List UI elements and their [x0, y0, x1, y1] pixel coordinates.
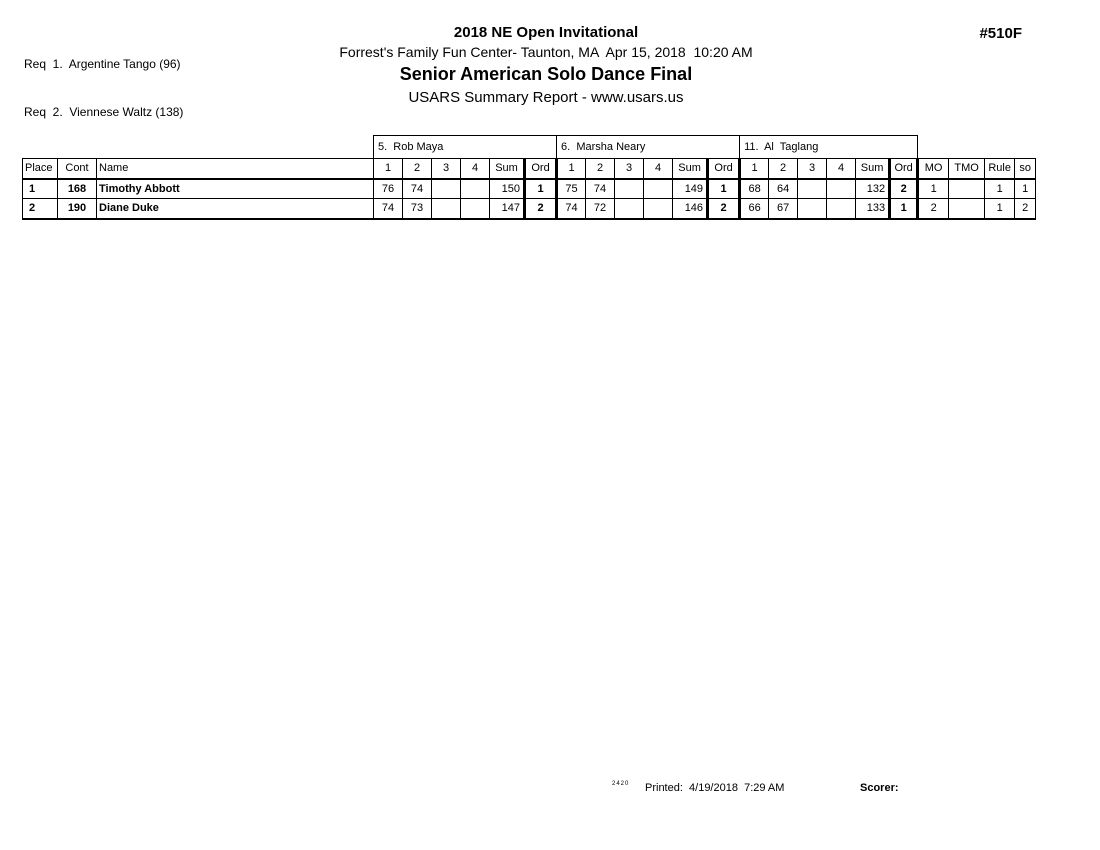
header-j1-ord: Ord — [525, 159, 557, 179]
score-cell: 68 — [740, 179, 769, 199]
score-cell — [827, 179, 856, 199]
score-cell — [798, 179, 827, 199]
cont-cell: 168 — [58, 179, 97, 199]
score-cell: 74 — [374, 199, 403, 219]
so-cell: 1 — [1015, 179, 1036, 199]
score-cell: 64 — [769, 179, 798, 199]
header-tmo: TMO — [949, 159, 985, 179]
header-so: so — [1015, 159, 1036, 179]
score-cell — [798, 199, 827, 219]
table-row — [23, 179, 1036, 199]
footer-code: 2420 — [612, 781, 630, 787]
score-cell: 75 — [557, 179, 586, 199]
ord-cell: 2 — [708, 199, 740, 219]
req-line-2: Req 2. Viennese Waltz (138) — [24, 105, 184, 119]
ord-cell: 2 — [525, 199, 557, 219]
judge-row-left-spacer — [23, 136, 374, 159]
rule-cell: 1 — [985, 179, 1015, 199]
header-j3-ord: Ord — [890, 159, 918, 179]
scorer-label: Scorer: — [860, 782, 899, 794]
header-j1-4: 4 — [461, 159, 490, 179]
score-cell: 74 — [557, 199, 586, 219]
header-j2-sum: Sum — [673, 159, 708, 179]
place-cell: 2 — [23, 199, 58, 219]
mo-cell: 1 — [918, 179, 949, 199]
score-cell: 73 — [403, 199, 432, 219]
venue-date-line: Forrest's Family Fun Center- Taunton, MA Apr 15, 2018 10:20 AM — [339, 44, 753, 60]
report-header — [0, 24, 1092, 109]
ord-cell: 2 — [890, 179, 918, 199]
so-cell: 2 — [1015, 199, 1036, 219]
header-mo: MO — [918, 159, 949, 179]
score-cell: 74 — [403, 179, 432, 199]
sum-cell: 132 — [856, 179, 890, 199]
table-row — [23, 199, 1036, 219]
header-j3-4: 4 — [827, 159, 856, 179]
tmo-cell — [949, 199, 985, 219]
sum-cell: 150 — [490, 179, 525, 199]
report-type-line: USARS Summary Report - www.usars.us — [408, 89, 684, 106]
event-title: Senior American Solo Dance Final — [399, 64, 693, 84]
score-cell — [644, 179, 673, 199]
score-cell: 67 — [769, 199, 798, 219]
score-cell — [461, 179, 490, 199]
score-cell — [461, 199, 490, 219]
judge-name-2: 6. Marsha Neary — [557, 136, 740, 159]
header-j3-2: 2 — [769, 159, 798, 179]
header-place: Place — [23, 159, 58, 179]
sum-cell: 146 — [673, 199, 708, 219]
score-cell — [615, 199, 644, 219]
rule-cell: 1 — [985, 199, 1015, 219]
judge-header-row — [23, 136, 1036, 159]
header-j3-1: 1 — [740, 159, 769, 179]
header-name: Name — [97, 159, 374, 179]
header-j2-ord: Ord — [708, 159, 740, 179]
sum-cell: 149 — [673, 179, 708, 199]
score-cell: 74 — [586, 179, 615, 199]
tmo-cell — [949, 179, 985, 199]
printed-timestamp: Printed: 4/19/2018 7:29 AM — [645, 782, 785, 794]
sum-cell: 147 — [490, 199, 525, 219]
name-cell: Diane Duke — [97, 199, 374, 219]
competition-title: 2018 NE Open Invitational — [453, 24, 639, 41]
header-cont: Cont — [58, 159, 97, 179]
header-j1-sum: Sum — [490, 159, 525, 179]
score-cell: 66 — [740, 199, 769, 219]
header-j1-3: 3 — [432, 159, 461, 179]
req-line-1: Req 1. Argentine Tango (96) — [24, 57, 181, 71]
score-cell — [644, 199, 673, 219]
score-cell — [432, 179, 461, 199]
header-j2-3: 3 — [615, 159, 644, 179]
ord-cell: 1 — [890, 199, 918, 219]
header-j1-2: 2 — [403, 159, 432, 179]
score-cell — [615, 179, 644, 199]
ord-cell: 1 — [708, 179, 740, 199]
event-number: #510F — [979, 25, 1022, 42]
ord-cell: 1 — [525, 179, 557, 199]
column-header-row — [23, 159, 1036, 179]
score-cell — [432, 199, 461, 219]
judge-name-1: 5. Rob Maya — [374, 136, 557, 159]
header-j3-sum: Sum — [856, 159, 890, 179]
place-cell: 1 — [23, 179, 58, 199]
header-j3-3: 3 — [798, 159, 827, 179]
header-j2-4: 4 — [644, 159, 673, 179]
results-table — [22, 135, 1036, 220]
judge-row-right-spacer — [918, 136, 1036, 159]
judge-name-3: 11. Al Taglang — [740, 136, 918, 159]
score-cell — [827, 199, 856, 219]
cont-cell: 190 — [58, 199, 97, 219]
sum-cell: 133 — [856, 199, 890, 219]
name-cell: Timothy Abbott — [97, 179, 374, 199]
header-j1-1: 1 — [374, 159, 403, 179]
score-cell: 76 — [374, 179, 403, 199]
header-rule: Rule — [985, 159, 1015, 179]
mo-cell: 2 — [918, 199, 949, 219]
header-j2-1: 1 — [557, 159, 586, 179]
header-j2-2: 2 — [586, 159, 615, 179]
score-cell: 72 — [586, 199, 615, 219]
